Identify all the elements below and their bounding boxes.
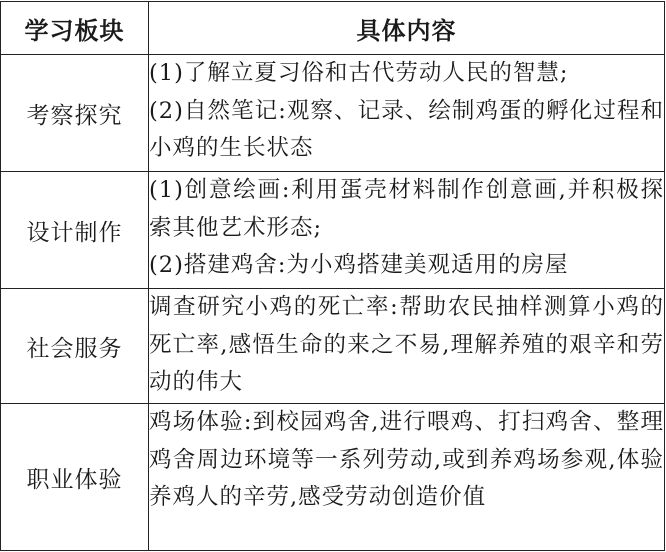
table-row <box>1 172 665 289</box>
table-header-row <box>1 2 665 55</box>
module-cell: 职业体验 <box>1 404 149 551</box>
learning-module-table <box>0 1 665 551</box>
content-cell <box>149 55 665 172</box>
content-paragraph: (1)了解立夏习俗和古代劳动人民的智慧; <box>149 60 569 86</box>
content-paragraph: (2)搭建鸡舍:为小鸡搭建美观适用的房屋 <box>149 252 569 278</box>
table-row <box>1 404 665 551</box>
content-cell <box>149 172 665 289</box>
content-paragraph: 鸡场体验:到校园鸡舍,进行喂鸡、打扫鸡舍、整理鸡舍周边环境等一系列劳动,或到养鸡场参观,体验养鸡人的辛劳,感受劳动创造价值 <box>149 409 664 510</box>
content-paragraph: (1)创意绘画:利用蛋壳材料制作创意画,并积极探索其他艺术形态; <box>149 177 664 241</box>
content-paragraph: (2)自然笔记:观察、记录、绘制鸡蛋的孵化过程和小鸡的生长状态 <box>149 97 664 161</box>
header-module: 学习板块 <box>1 2 149 55</box>
content-paragraph: 调查研究小鸡的死亡率:帮助农民抽样测算小鸡的死亡率,感悟生命的来之不易,理解养殖的艰辛和劳动的伟大 <box>149 294 664 395</box>
content-cell <box>149 289 665 404</box>
table-row <box>1 289 665 404</box>
module-cell: 考察探究 <box>1 55 149 172</box>
module-cell: 设计制作 <box>1 172 149 289</box>
content-cell <box>149 404 665 551</box>
header-content: 具体内容 <box>149 2 665 55</box>
module-cell: 社会服务 <box>1 289 149 404</box>
table-row <box>1 55 665 172</box>
